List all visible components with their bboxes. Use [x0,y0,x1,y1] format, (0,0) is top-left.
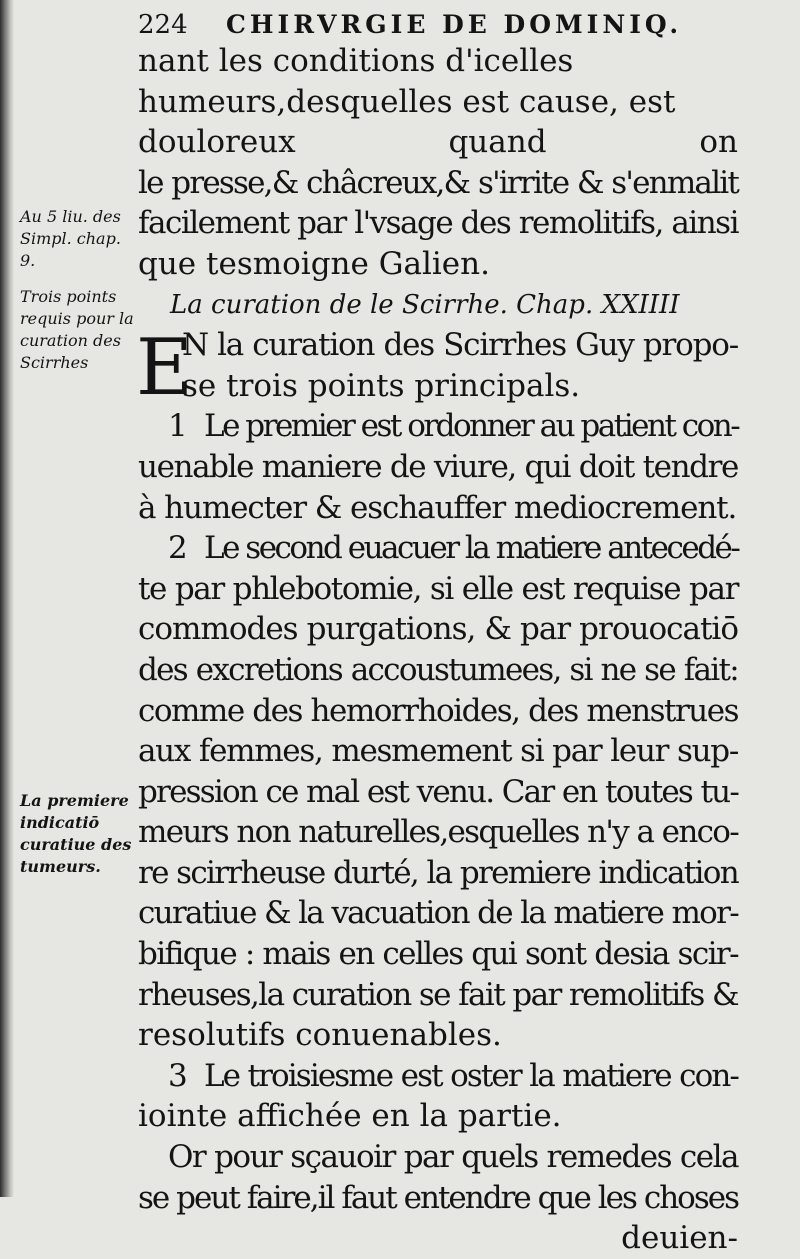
text-line: Or pour sçauoir par quels remedes cela [168,1139,738,1176]
page-gutter-shadow [0,0,14,1197]
text-line: resolutifs conuenables. [138,1017,502,1054]
text-line: pression ce mal est venu. Car en toutes tu- [138,773,738,810]
text-line-content: Le troisiesme est oster la matiere con- [204,1057,738,1094]
text-line: facilement par l'vsage des remolitifs, ainsi [138,205,738,242]
numbered-line [138,406,738,447]
text-line-content: se trois points principals. [182,367,581,404]
text-line: à humecter & eschauffer mediocrement. [138,489,737,526]
text-line: comme des hemorrhoides, des menstrues [138,692,738,729]
text-line: curatiue & la vacuation de la matiere mor- [138,895,738,932]
text-line: meurs non naturelles,esquelles n'y a enco- [138,814,738,851]
numbered-line [138,528,738,569]
text-line: te par phlebotomie, si elle est requise par [138,570,738,607]
item-number: 3 [168,1057,186,1094]
text-line: re scirrheuse durté, la premiere indication [138,854,738,891]
text-line: le presse,& châcreux,& s'irrite & s'enmalit [138,164,738,201]
text-line: uenable maniere de viure, qui doit tendre [138,448,738,485]
item-number: 1 [168,408,186,445]
dropcap-letter: E [136,323,192,414]
catchword: deuien- [621,1220,738,1257]
text-line: se peut faire,il faut entendre que les choses [138,1179,738,1216]
text-line: iointe affichée en la partie. [138,1098,562,1135]
text-line: bifique : mais en celles qui sont desia scir- [138,936,738,973]
text-line: rheuses,la curation se fait par remolitifs & [138,976,738,1013]
text-line: aux femmes, mesmement si par leur sup- [138,733,738,770]
margin-note-first-indication: La premiere indicatiō curatiue des tumeurs. [20,791,132,876]
body-text [138,41,738,1259]
margin-note-three-points: Trois points requis pour la curation des Scirrhes [20,287,134,372]
page-number: 224 [138,10,188,40]
text-line: nant les conditions d'icelles humeurs,desquelles est cause, est douloreux quand on [138,43,738,161]
item-number: 2 [168,530,186,567]
running-title: CHIRVRGIE DE DOMINIQ. [226,10,683,39]
numbered-line [138,1056,738,1097]
text-line: des excretions accoustumees, si ne se fait: [138,651,738,688]
text-line: commodes purgations, & par prouocatiō [138,611,738,648]
text-line [138,366,738,407]
text-line-content: N la curation des Scirrhes Guy propo- [182,327,738,364]
text-line-content: Le premier est ordonner au patient con- [204,408,739,445]
chapter-heading: La curation de le Scirrhe. Chap. XXIIII [170,289,680,320]
page-header [138,10,738,40]
margin-note-reference: Au 5 liu. des Simpl. chap. 9. [20,207,121,270]
text-line: que tesmoigne Galien. [138,245,490,282]
text-line-content: Le second euacuer la matiere antecedé- [204,530,739,567]
